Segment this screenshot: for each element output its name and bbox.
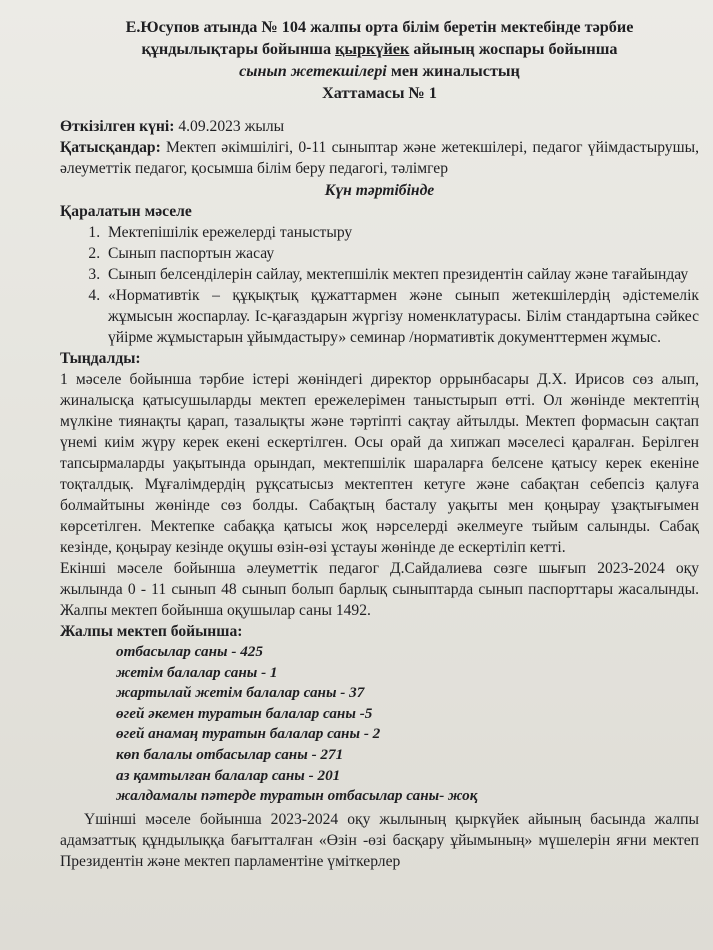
stats-item: өгей әкемен туратын балалар саны -5: [116, 704, 373, 722]
agenda-item: 2. Сынып паспортын жасау: [104, 243, 699, 264]
agenda-section-title: Қаралатын мәселе: [60, 203, 192, 220]
closing-indent: [60, 811, 84, 828]
stats-item: көп балалы отбасылар саны - 271: [116, 745, 344, 763]
closing-paragraph: [60, 809, 699, 872]
header-line-2-start: құндылықтары бойынша: [141, 40, 336, 58]
heard-title: Тыңдалды:: [60, 350, 141, 367]
header-line-1: Е.Юсупов атында № 104 жалпы орта білім беретін мектебінде тәрбие: [125, 18, 634, 36]
stats-title: Жалпы мектеп бойынша:: [60, 623, 243, 640]
stats-item: отбасылар саны - 425: [116, 643, 263, 660]
participants: [60, 137, 699, 179]
heard-paragraph-2: Екінші мәселе бойынша әлеуметтік педагог Д.Сайдалиева сөзге шығып 2023-2024 оқу жылында 0 - 11 сынып 48 сынып болып барлық сыныптарда сынып паспорттары жасалынды. Жалпы мектеп бойынша оқушылар саны 1492.: [60, 560, 699, 619]
document-header: [60, 16, 699, 104]
agenda-title: Күн тәртібінде: [324, 182, 435, 199]
protocol-title: Хаттамасы № 1: [322, 84, 437, 102]
header-line-3-end: мен жиналыстың: [386, 62, 520, 80]
participants-label: Қатысқандар:: [60, 139, 161, 156]
stats-item: аз қамтылған балалар саны - 201: [116, 766, 341, 784]
header-line-2-end: айының жоспары бойынша: [409, 40, 618, 58]
heard-paragraph-1: 1 мәселе бойынша тәрбие істері жөніндегі директор оррынбасары Д.Х. Ирисов сөз алып, жиналысқа қатысушыларды мектеп ережелерімен таныстырып өтті. Ол жөнінде мектептің мүлкіне тиянақты қарап, тазалықты және тәртіпті сақтау айтылды. Мектеп формасын сақтап үнемі киім жүру керек екені ескертілген. Осы орай да хипжап мәселесі қаралған. Берілген тапсырмаларды уақытында орындап, мектепшілік шараларға белсене қатысу керек екеніне тоқталдық. Мұғалімдердің рұқсатысыз мектептен кетуге және сабақтан себепсіз қалуға болмайтыны жөнінде сөз болды. Сабақтың басталу уақыты мен қоңырау ұзақтығымен көрсетілген. Мектепке сабаққа қатысы жоқ нәрселерді әкелмеуге тыйым салынды. Сабақ кезінде, қоңырау кезінде оқушы өзін-өзі ұстауы жөнінде де ескертіліп кетті.: [60, 371, 699, 556]
date-value: 4.09.2023 жылы: [174, 118, 285, 135]
stats-item: жетім балалар саны - 1: [116, 663, 278, 681]
header-line-2: [60, 38, 699, 60]
header-line-3: [60, 60, 699, 82]
date-label: Өткізілген күні:: [60, 118, 175, 135]
agenda-item: 1. Мектепішілік ережелерді таныстыру: [104, 222, 699, 243]
header-class-teachers: сынып жетекшілері: [239, 62, 387, 80]
agenda-item: 4. «Нормативтік – құқықтық құжаттармен және сынып жетекшілердің әдістемелік жұмысын жоспарлау. Іс-қағаздарын жүргізу номенклатурасы. Білім стандартына сәйкес үйірме жұмыстарын ұйымдастыру» семинар /нормативтік документтермен жұмыс.: [104, 285, 699, 348]
header-month: қыркүйек: [335, 40, 410, 58]
stats-item: жартылай жетім балалар саны - 37: [116, 684, 365, 702]
agenda-list: [60, 222, 699, 348]
participants-value: Мектеп әкімшілігі, 0-11 сыныптар және жетекшілері, педагог үйімдастырушы, әлеуметтік педагог, қосымша білім беру педагогі, тәлімгер: [60, 139, 699, 177]
closing-text: Үшінші мәселе бойынша 2023-2024 оқу жылының қыркүйек айының басында жалпы адамзаттық құндылыққа бағытталған «Өзін -өзі басқару ұйымының» мүшелерін яғни мектеп Президентін және мектеп парламентіне үміткерлер: [60, 810, 699, 870]
stats-item: өгей анамаң туратын балалар саны - 2: [116, 725, 381, 743]
stats-list: [60, 642, 699, 807]
agenda-item: 3. Сынып белсенділерін сайлау, мектепшілік мектеп президентін сайлау және тағайындау: [104, 264, 699, 285]
stats-item: жалдамалы пәтерде туратын отбасылар саны- жоқ: [116, 787, 478, 805]
meeting-date: [60, 116, 699, 137]
